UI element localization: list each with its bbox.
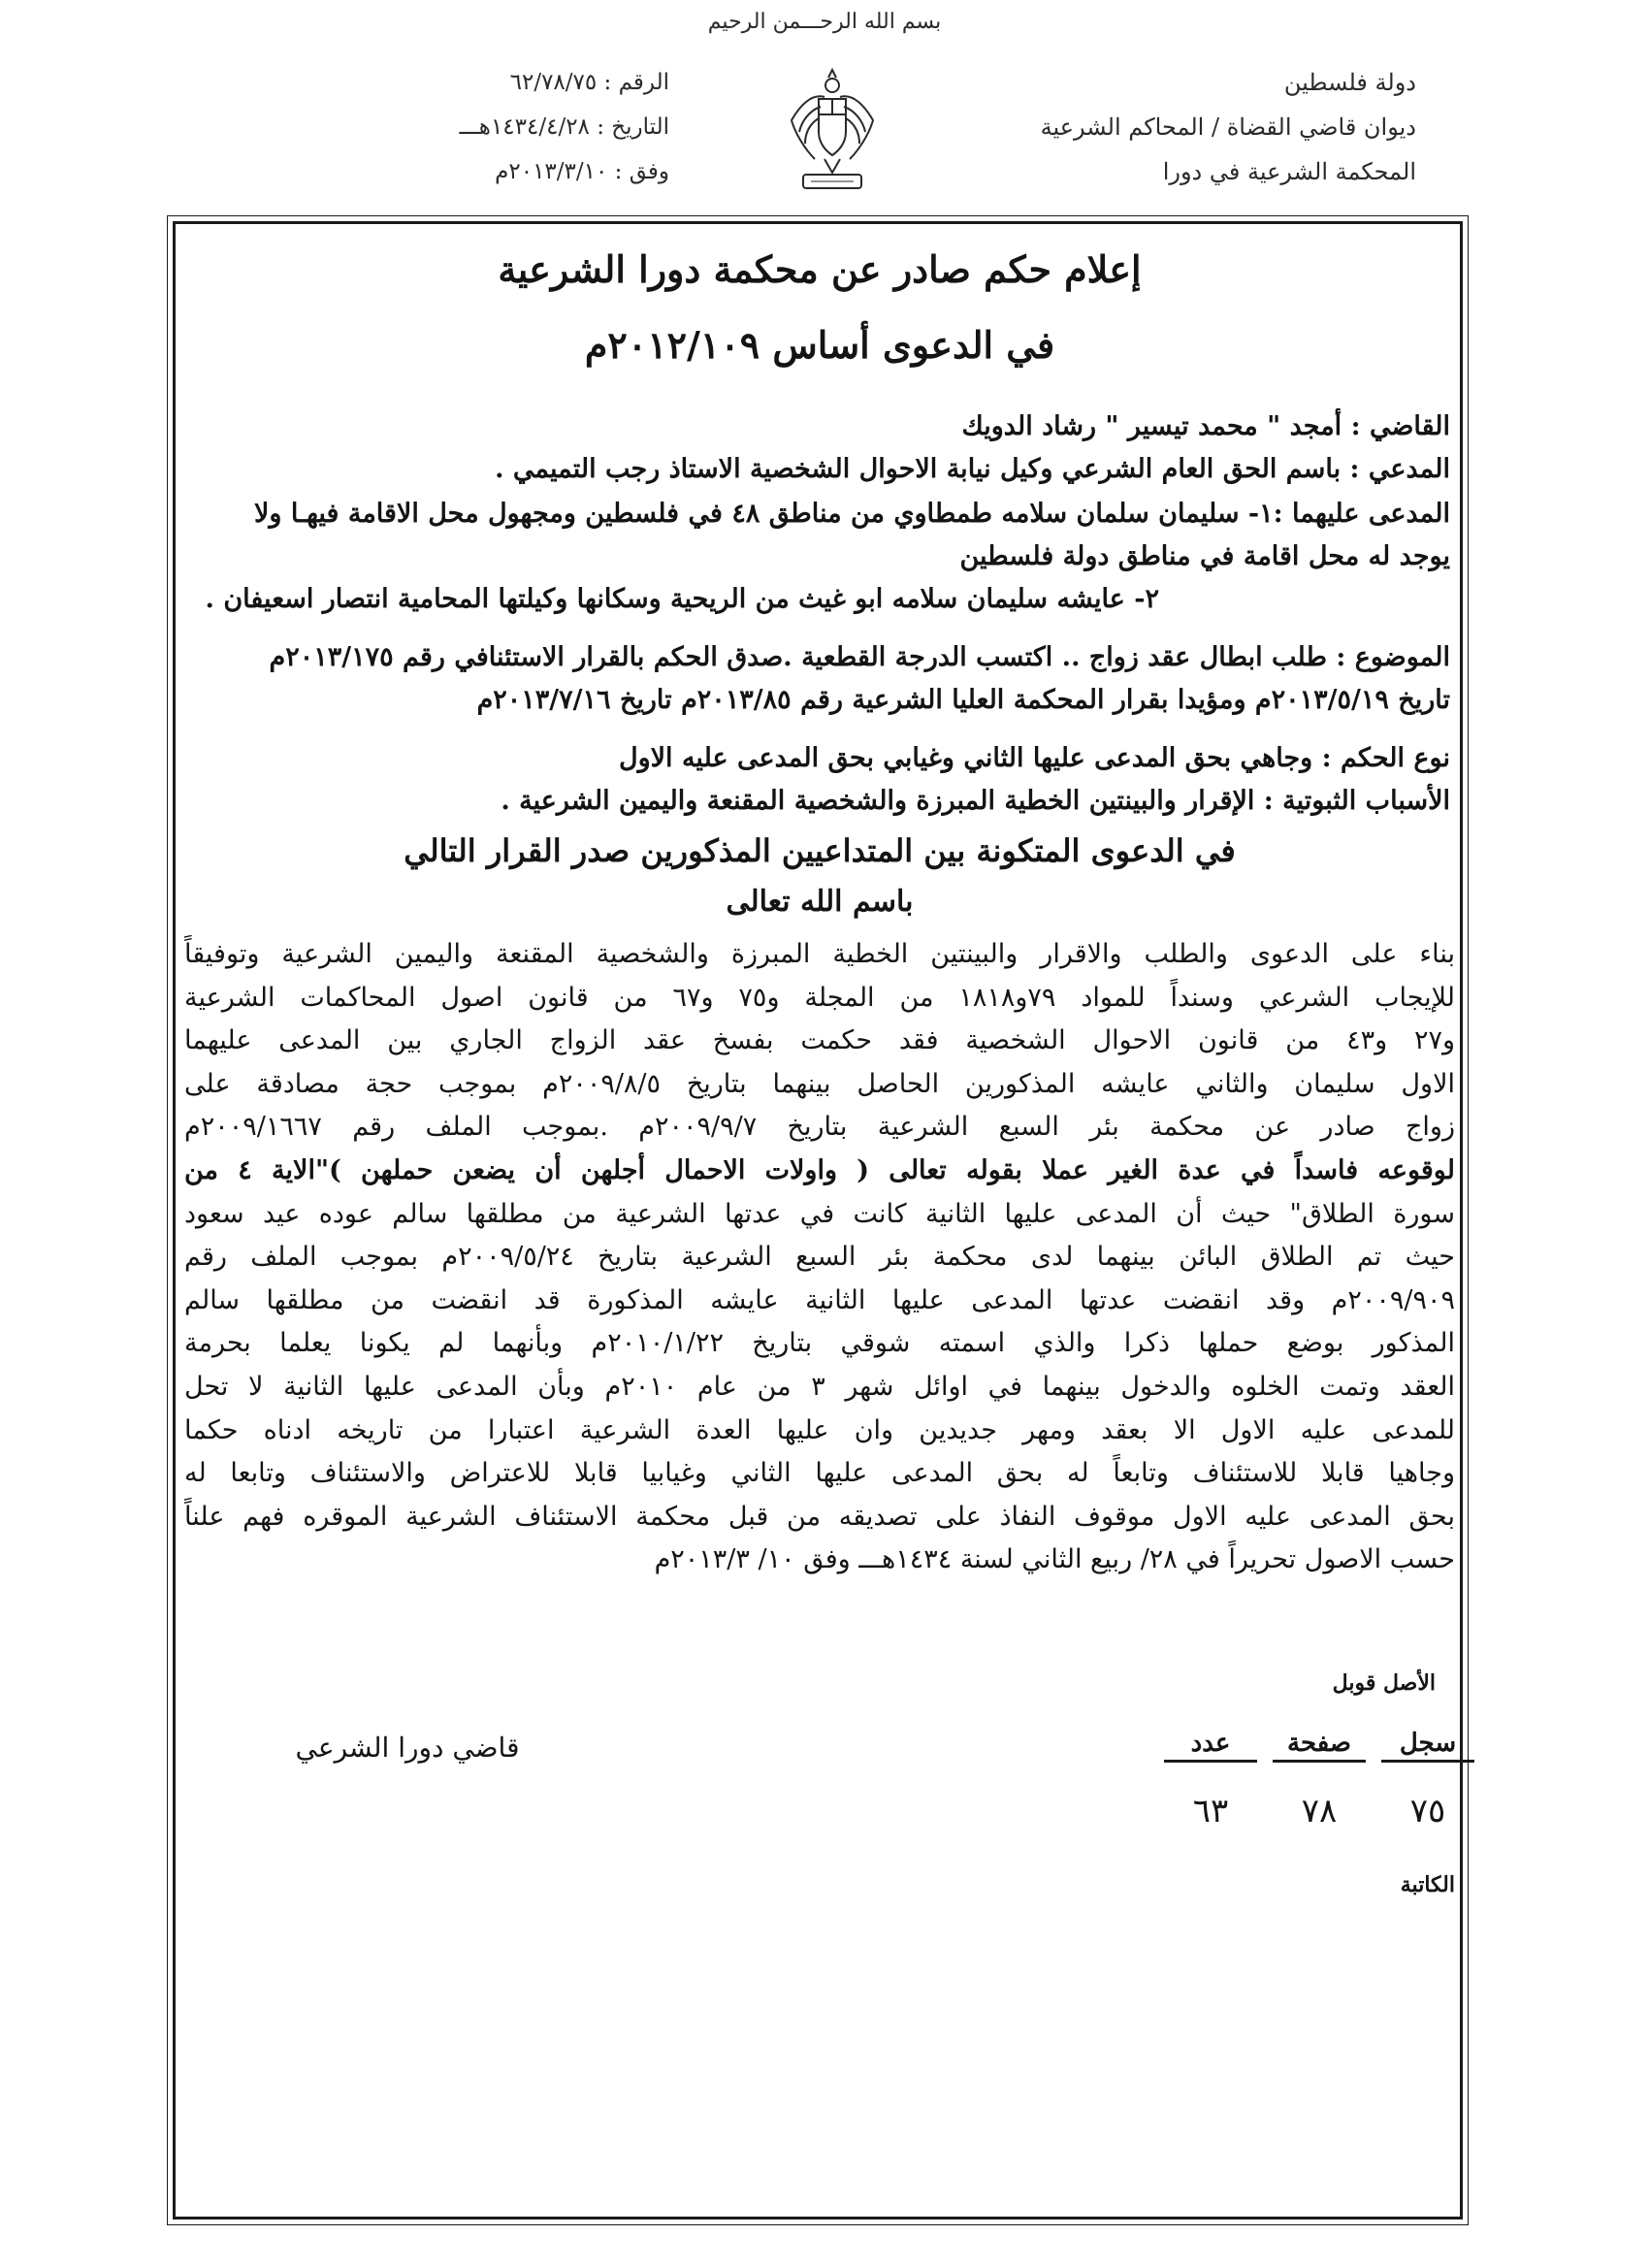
reference-hijri-date: التاريخ : ١٤٣٤/٤/٢٨هـــ [459,114,669,140]
clerk-label: الكاتبة [1400,1872,1455,1897]
original-confirmed-note: الأصل قوبل [1332,1670,1436,1696]
judge-signature-label: قاضي دورا الشرعي [295,1732,520,1764]
registry-value: ٧٨ [1301,1792,1338,1831]
registry-value: ٧٥ [1409,1792,1446,1831]
body-line: ٢٠٠٩/٩٠٩م وقد انقضت عدتها المدعى عليها الثانية عايشه المذكورة قد انقضت من مطلقها سالم [184,1284,1455,1315]
issuer-court: المحكمة الشرعية في دورا [1162,158,1416,185]
reference-gregorian-date: وفق : ٢٠١٣/٣/١٠م [495,159,669,184]
subject-block [184,636,1450,722]
subject-line: تاريخ ٢٠١٣/٥/١٩م ومؤيدا بقرار المحكمة العليا الشرعية رقم ٢٠١٣/٨٥م تاريخ ٢٠١٣/٧/١٦م [476,685,1450,715]
case-number-heading: في الدعوى أساس ٢٠١٢/١٠٩م [584,323,1055,367]
defendant-line: ٢- عايشه سليمان سلامه ابو غيث من الريحية وسكانها وكيلتها المحامية انتصار اسعيفان . [205,584,1159,614]
body-line: بناء على الدعوى والطلب والاقرار والبينتين الخطية المبرزة والشخصية المقنعة واليمين الشرعية وتوفيقاً [184,939,1455,969]
body-line: وجاهيا قابلا للاستئناف وتابعاً له بحق المدعى عليها الثاني وغيابيا قابلا للاعتراض والاستئناف وتابعا له [184,1458,1455,1489]
registry-header: صفحة [1273,1729,1366,1763]
issuer-block [1028,60,1416,194]
body-line: الاول سليمان والثاني عايشه المذكورين الحاصل بينهما بتاريخ ٢٠٠٩/٨/٥م بموجب حجة مصادقة على [184,1068,1455,1099]
body-line: زواج صادر عن محكمة بئر السبع الشرعية بتاريخ ٢٠٠٩/٩/٧م .بموجب الملف رقم ٢٠٠٩/١٦٦٧م [184,1112,1456,1143]
reference-block [320,60,669,194]
body-line: حيث تم الطلاق البائن بينهما لدى محكمة بئر السبع الشرعية بتاريخ ٢٠٠٩/٥/٢٤م بموجب الملف رقم [184,1242,1455,1273]
document-title: إعلام حكم صادر عن محكمة دورا الشرعية [498,247,1142,291]
registry-header: عدد [1164,1729,1257,1763]
body-line: المذكور بوضع حملها ذكرا والذي اسمته شوقي بتاريخ ٢٠١٠/١/٢٢م وبأنهما لم يكونا يعلما بحرمة [184,1328,1455,1359]
body-line: العقد وتمت الخلوه والدخول بينهما في اوائل شهر ٣ من عام ٢٠١٠م وبأن المدعى عليها الثانية لا تحل [184,1371,1455,1402]
basmala-heading: بسم الله الرحـــمن الرحيم [707,10,942,34]
registry-column-record [1381,1729,1474,1831]
judge-line: القاضي : أمجد " محمد تيسير " رشاد الدويك [961,411,1450,441]
registry-value: ٦٣ [1192,1792,1229,1831]
defendants-block [184,493,1450,621]
evidence-line: الأسباب الثبوتية : الإقرار والبينتين الخطية المبرزة والشخصية المقنعة واليمين الشرعية . [501,786,1450,816]
defendant-line: يوجد له محل اقامة في مناطق دولة فلسطين [959,541,1450,571]
body-line: للمدعى عليه الاول الا بعقد ومهر جديدين وان عليها العدة الشرعية اعتبارا من تاريخه ادناه حكما [184,1414,1455,1445]
body-line: و٢٧ و٤٣ من قانون الاحوال الشخصية فقد حكمت بفسخ عقد الزواج الجاري بين المدعى عليهما [184,1025,1455,1056]
palestine-eagle-emblem-icon [786,64,879,200]
ruling-type-line: نوع الحكم : وجاهي بحق المدعى عليها الثاني وغيابي بحق المدعى عليه الاول [618,743,1450,773]
subject-line: الموضوع : طلب ابطال عقد زواج .. اكتسب الدرجة القطعية .صدق الحكم بالقرار الاستئنافي رقم ٢٠١٣/١٧٥م [269,642,1450,672]
reference-number: الرقم : ٦٢/٧٨/٧٥ [509,70,669,95]
ruling-body [184,933,1455,1582]
in-name-of-god-heading: باسم الله تعالى [726,885,914,919]
registry-column-number [1164,1729,1257,1831]
defendant-line: المدعى عليهما :١- سليمان سلمان سلامه طمطاوي من مناطق ٤٨ في فلسطين ومجهول محل الاقامة فيهـا ولا [253,499,1450,529]
body-line: حسب الاصول تحريراً في ٢٨/ ربيع الثاني لسنة ١٤٣٤هـــ وفق ١٠/ ٢٠١٣/٣م [654,1544,1455,1575]
body-line: للإيجاب الشرعي وسنداً للمواد ٧٩و١٨١٨ من المجلة و٧٥ و٦٧ من قانون اصول المحاكمات الشرعية [184,982,1455,1013]
body-line: بحق المدعى عليه الاول موقوف النفاذ على تصديقه من قبل محكمة الاستئناف الشرعية الموقره فهم علناً [184,1501,1455,1532]
issuer-department: ديوان قاضي القضاة / المحاكم الشرعية [1040,113,1416,141]
registry-header: سجل [1381,1729,1474,1763]
decision-intro-heading: في الدعوى المتكونة بين المتداعيين المذكورين صدر القرار التالي [404,832,1236,869]
registry-column-page [1273,1729,1366,1831]
body-line: لوقوعه فاسداً في عدة الغير عملا بقوله تعالى ( واولات الاحمال أجلهن أن يضعن حملهن )"الاية ٤ من [184,1154,1455,1185]
issuer-state: دولة فلسطين [1283,69,1416,96]
body-line: سورة الطلاق" حيث أن المدعى عليها الثانية كانت في عدتها الشرعية من مطلقها سالم عوده عيد سعود [184,1198,1455,1229]
plaintiff-line: المدعي : باسم الحق العام الشرعي وكيل نيابة الاحوال الشخصية الاستاذ رجب التميمي . [495,454,1450,484]
